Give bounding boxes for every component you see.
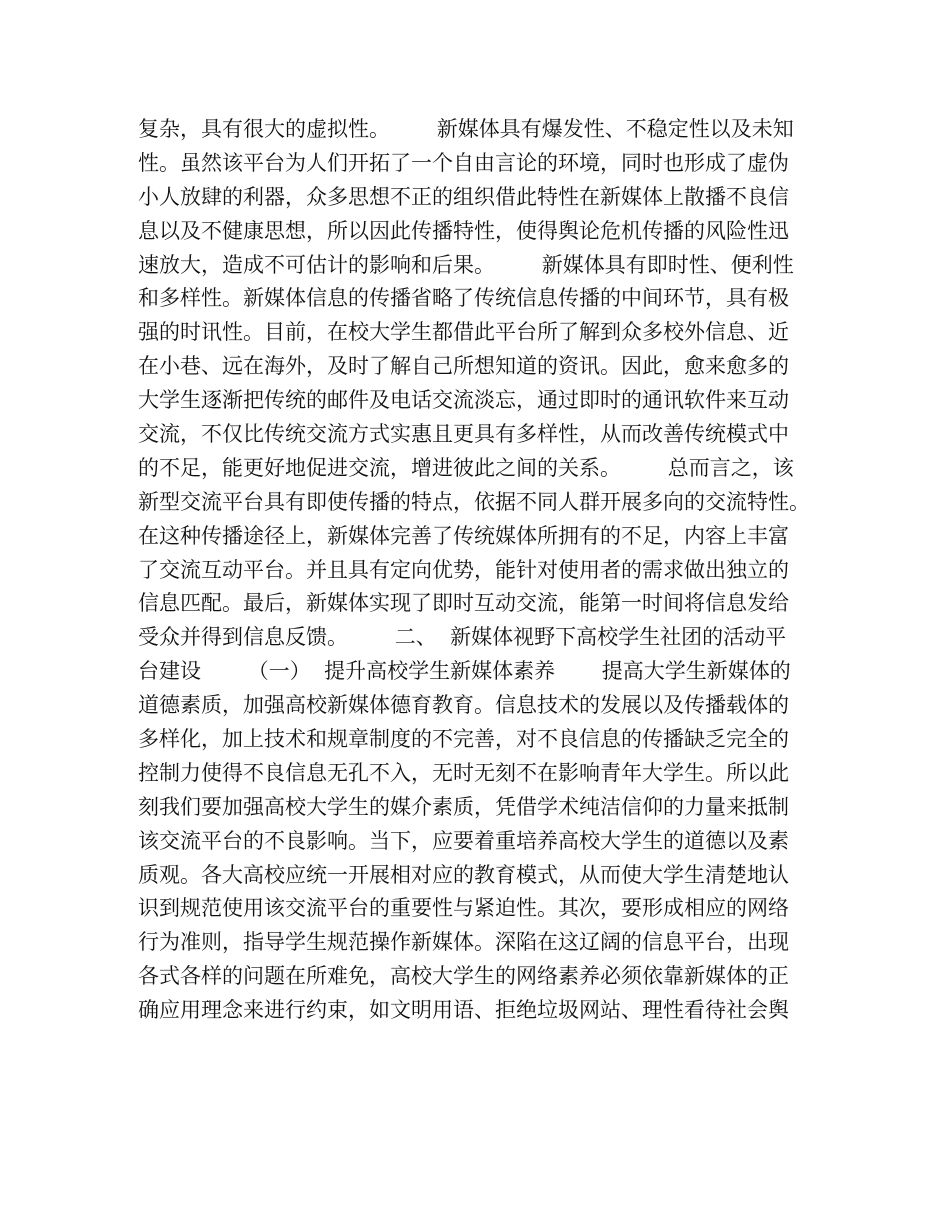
text-line: 复杂，具有很大的虚拟性。 新媒体具有爆发性、不稳定性以及未知 [138, 117, 794, 141]
text-line: 强的时讯性。目前，在校大学生都借此平台所了解到众多校外信息、近 [138, 320, 789, 345]
text-line: 确应用理念来进行约束，如文明用语、拒绝垃圾网站、理性看待社会舆 [138, 998, 789, 1023]
text-line: 交流，不仅比传统交流方式实惠且更具有多样性，从而改善传统模式中 [138, 422, 789, 447]
body-text [138, 113, 818, 1028]
text-line: 小人放肆的利器，众多思想不正的组织借此特性在新媒体上散播不良信 [138, 184, 789, 209]
text-line: 控制力使得不良信息无孔不入，无时无刻不在影响青年大学生。所以此 [138, 760, 789, 785]
text-line: 受众并得到信息反馈。 二、 新媒体视野下高校学生社团的活动平 [138, 625, 787, 650]
text-line: 在这种传播途径上，新媒体完善了传统媒体所拥有的不足，内容上丰富 [138, 523, 789, 548]
text-line: 道德素质，加强高校新媒体德育教育。信息技术的发展以及传播载体的 [138, 693, 789, 718]
text-line: 速放大，造成不可估计的影响和后果。 新媒体具有即时性、便利性 [138, 252, 794, 277]
text-line: 行为准则，指导学生规范操作新媒体。深陷在这辽阔的信息平台，出现 [138, 930, 789, 955]
text-line: 大学生逐渐把传统的邮件及电话交流淡忘，通过即时的通讯软件来互动 [138, 388, 789, 413]
text-line: 质观。各大高校应统一开展相对应的教育模式，从而使大学生清楚地认 [138, 862, 789, 887]
text-line: 刻我们要加强高校大学生的媒介素质，凭借学术纯洁信仰的力量来抵制 [138, 794, 789, 819]
text-line: 的不足，能更好地促进交流，增进彼此之间的关系。 总而言之，该 [138, 455, 794, 480]
text-line: 性。虽然该平台为人们开拓了一个自由言论的环境，同时也形成了虚伪 [138, 150, 789, 175]
text-line: 台建设 （一） 提升高校学生新媒体素养 提高大学生新媒体的 [138, 659, 791, 684]
text-line: 新型交流平台具有即使传播的特点，依据不同人群开展多向的交流特性。 [138, 489, 810, 514]
text-line: 各式各样的问题在所难免，高校大学生的网络素养必须依靠新媒体的正 [138, 964, 789, 989]
text-line: 了交流互动平台。并且具有定向优势，能针对使用者的需求做出独立的 [138, 557, 789, 582]
text-line: 在小巷、远在海外，及时了解自己所想知道的资讯。因此，愈来愈多的 [138, 354, 789, 379]
text-line: 该交流平台的不良影响。当下，应要着重培养高校大学生的道德以及素 [138, 828, 789, 853]
text-line: 息以及不健康思想，所以因此传播特性，使得舆论危机传播的风险性迅 [138, 218, 789, 243]
text-line: 识到规范使用该交流平台的重要性与紧迫性。其次，要形成相应的网络 [138, 896, 789, 921]
text-line: 多样化，加上技术和规章制度的不完善，对不良信息的传播缺乏完全的 [138, 727, 789, 752]
text-line: 信息匹配。最后，新媒体实现了即时互动交流，能第一时间将信息发给 [138, 591, 789, 616]
text-line: 和多样性。新媒体信息的传播省略了传统信息传播的中间环节，具有极 [138, 286, 789, 311]
